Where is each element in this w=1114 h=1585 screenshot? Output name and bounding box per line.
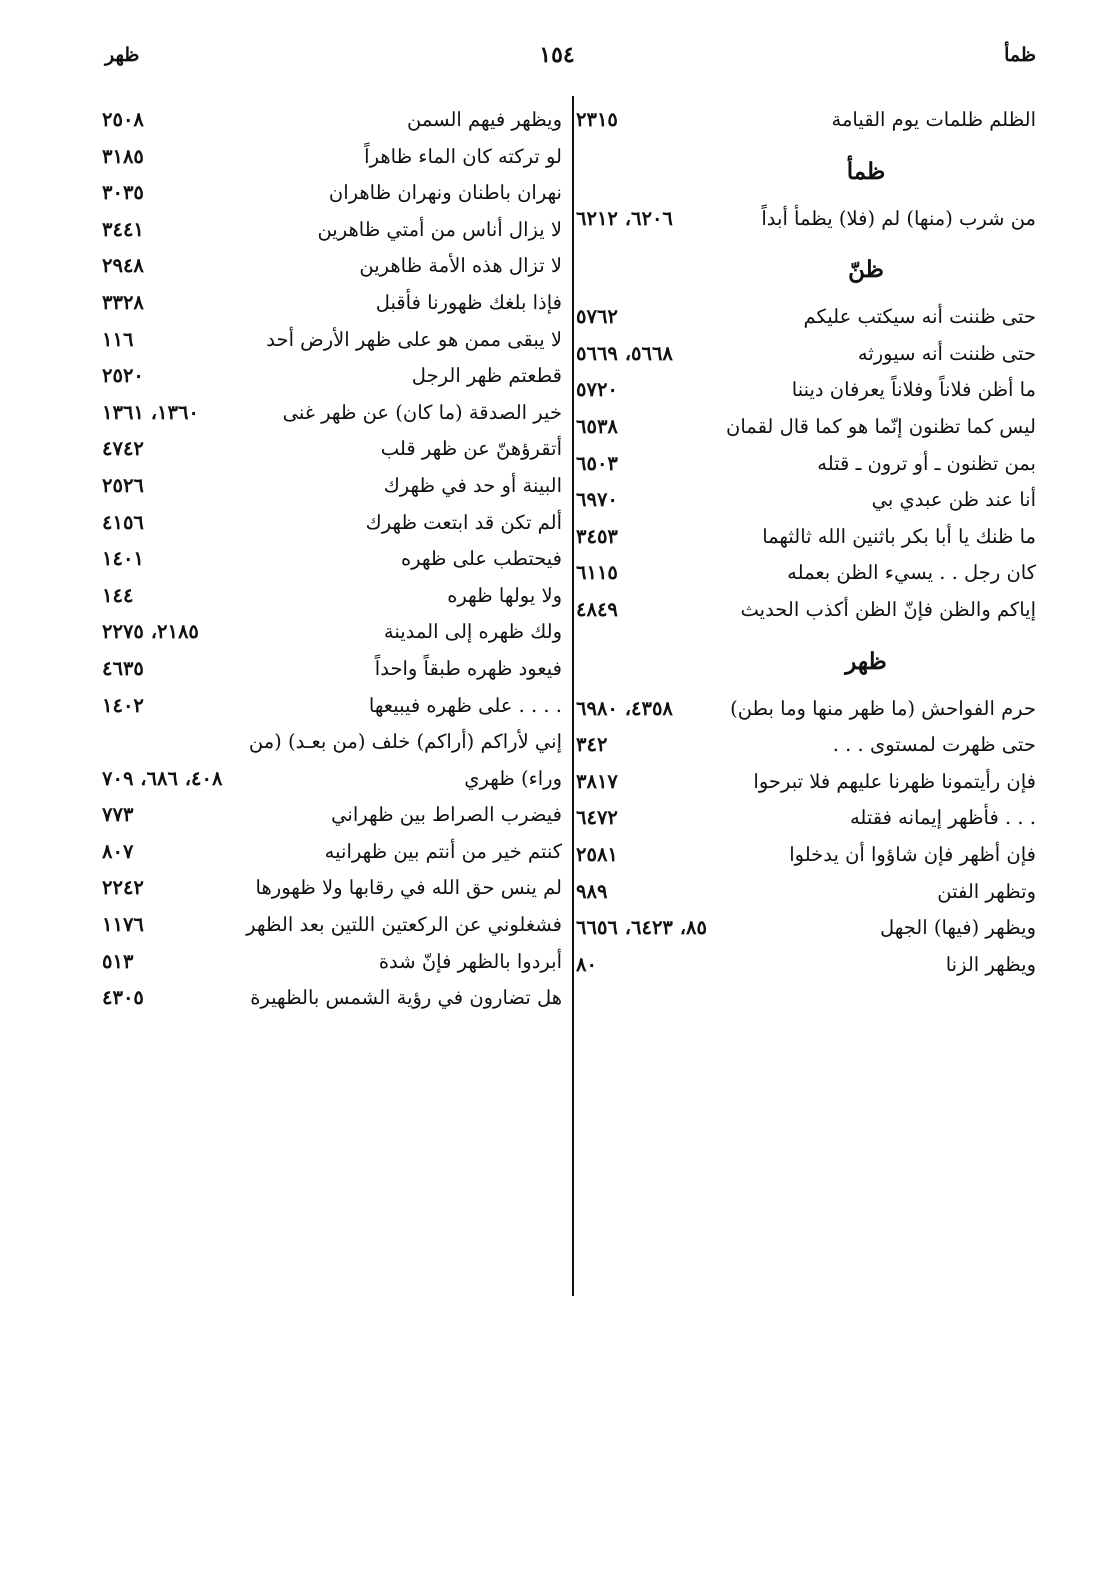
entry-reference-numbers: ٦٩٧٠: [576, 488, 618, 512]
index-entry: [102, 468, 562, 505]
index-entry: [576, 336, 1036, 373]
entry-reference-numbers: ٤٣٠٥: [102, 986, 144, 1010]
entry-text: حرم الفواحش (ما ظهر منها وما بطن): [730, 696, 1036, 720]
entry-reference-numbers: ٢٥٢٠: [102, 364, 144, 388]
index-entry: [102, 907, 562, 944]
entry-reference-numbers: ٣٤٥٣: [576, 524, 618, 548]
entry-reference-numbers: ١١٦: [102, 327, 134, 351]
left-column: [102, 102, 562, 1017]
entry-text: لا يبقى ممن هو على ظهر الأرض أحد: [266, 327, 562, 351]
index-entry: [102, 248, 562, 285]
entry-reference-numbers: ٣٣٢٨: [102, 290, 144, 314]
index-entry: [102, 139, 562, 176]
entry-reference-numbers: ١٤٠١: [102, 547, 144, 571]
entry-reference-numbers: ٢٩٤٨: [102, 254, 144, 278]
entry-text: ما أظن فلاناً وفلاناً يعرفان ديننا: [791, 378, 1036, 402]
entry-text: خير الصدقة (ما كان) عن ظهر غنى: [282, 400, 562, 424]
entry-text: . . . . على ظهره فيبيعها: [368, 693, 562, 717]
entry-reference-numbers: ٣٠٣٥: [102, 181, 144, 205]
entry-reference-numbers: ٣٤٢: [576, 733, 608, 757]
entry-text: لا تزال هذه الأمة ظاهرين: [359, 254, 562, 278]
entry-text: كان رجل . . يسيء الظن بعمله: [787, 561, 1036, 585]
index-entry: [102, 175, 562, 212]
entry-text: لو تركته كان الماء ظاهراً: [364, 144, 562, 168]
entry-reference-numbers: ٣٨١٧: [576, 769, 618, 793]
entry-reference-numbers: ١٣٦٠، ١٣٦١: [102, 400, 199, 424]
index-entry: [576, 482, 1036, 519]
entry-reference-numbers: ١٤٤: [102, 583, 134, 607]
entry-text: أتقرؤهنّ عن ظهر قلب: [380, 437, 562, 461]
index-entry: [102, 505, 562, 542]
entry-reference-numbers: ٥٦٦٨، ٥٦٦٩: [576, 341, 673, 365]
entry-text: نهران باطنان ونهران ظاهران: [328, 181, 562, 205]
index-entry: [102, 358, 562, 395]
right-column: [576, 102, 1036, 983]
entry-text: لم ينس حق الله في رقابها ولا ظهورها: [255, 876, 562, 900]
entry-text: حتى ظننت أنه سيورثه: [857, 341, 1036, 365]
entry-reference-numbers: ٤٧٤٢: [102, 437, 144, 461]
entry-reference-numbers: ٨٠: [576, 952, 597, 976]
entry-text: أنا عند ظن عبدي بي: [871, 488, 1036, 512]
entry-reference-numbers: ٣١٨٥: [102, 144, 144, 168]
entry-reference-numbers: ٩٨٩: [576, 879, 608, 903]
entry-text: فيضرب الصراط بين ظهراني: [331, 803, 562, 827]
index-entry: [576, 299, 1036, 336]
index-entry: [102, 395, 562, 432]
index-entry: [102, 431, 562, 468]
index-entry: [576, 727, 1036, 764]
index-entry: [102, 761, 562, 798]
entry-text: الظلم ظلمات يوم القيامة: [831, 108, 1036, 131]
entry-reference-numbers: ٢٣١٥: [576, 108, 618, 131]
entry-text: فإن رأيتمونا ظهرنا عليهم فلا تبرحوا: [753, 769, 1036, 793]
entry-reference-numbers: ٢١٨٥، ٢٢٧٥: [102, 620, 199, 644]
index-entry: [576, 201, 1036, 238]
entry-text: أبردوا بالظهر فإنّ شدة: [378, 949, 562, 973]
index-entry: [576, 446, 1036, 483]
entry-reference-numbers: ١١٧٦: [102, 913, 144, 937]
entry-reference-numbers: ٦٥٠٣: [576, 451, 618, 475]
index-entry: [102, 797, 562, 834]
entry-text: فشغلوني عن الركعتين اللتين بعد الظهر: [246, 913, 562, 937]
index-entry: [576, 519, 1036, 556]
entry-text: فإذا بلغك ظهورنا فأقبل: [375, 290, 562, 314]
index-entry: [102, 541, 562, 578]
entry-reference-numbers: ٤٣٥٨، ٦٩٨٠: [576, 696, 673, 720]
index-entry: [102, 102, 562, 139]
page-number: ١٥٤: [539, 42, 575, 68]
entry-text-continued: إني لأراكم (أراكم) خلف (من بعـد) (من: [248, 730, 562, 754]
index-entry: [576, 372, 1036, 409]
running-head-right: ظمأ: [1004, 44, 1036, 66]
entry-reference-numbers: ١٤٠٢: [102, 693, 144, 717]
index-entry: [102, 322, 562, 359]
entry-reference-numbers: ٢٢٤٢: [102, 876, 144, 900]
index-entry: [576, 102, 1036, 139]
entry-text: ألم تكن قد ابتعت ظهرك: [365, 510, 562, 534]
index-entry: [102, 834, 562, 871]
entry-reference-numbers: ٢٥٠٨: [102, 108, 144, 131]
section-heading: ظهر: [845, 647, 887, 675]
entry-text: هل تضارون في رؤية الشمس بالظهيرة: [250, 986, 562, 1010]
index-entry: [102, 688, 562, 725]
entry-text: ويظهر الزنا: [945, 952, 1036, 976]
index-entry: [576, 874, 1036, 911]
entry-reference-numbers: ٥٧٢٠: [576, 378, 618, 402]
entry-text: فيعود ظهره طبقاً واحداً: [374, 656, 562, 680]
entry-text: ما ظنك يا أبا بكر باثنين الله ثالثهما: [762, 524, 1036, 548]
entry-text: من شرب (منها) لم (فلا) يظمأ أبداً: [761, 206, 1036, 230]
index-entry: [102, 980, 562, 1017]
index-entry: [102, 870, 562, 907]
index-entry: [102, 651, 562, 688]
entry-reference-numbers: ٦١١٥: [576, 561, 618, 585]
running-head-left: ظهر: [105, 44, 140, 66]
section-heading: ظمأ: [846, 157, 886, 185]
column-divider: [572, 96, 574, 1296]
entry-text: ليس كما تظنون إنّما هو كما قال لقمان: [726, 414, 1036, 438]
section-heading: ظنّ: [848, 256, 884, 284]
entry-text: حتى ظننت أنه سيكتب عليكم: [803, 305, 1036, 329]
entry-text: قطعتم ظهر الرجل: [411, 364, 562, 388]
index-entry: [576, 910, 1036, 947]
entry-text: بمن تظنون ـ أو ترون ـ قتله: [817, 451, 1036, 475]
index-entry: [576, 837, 1036, 874]
entry-reference-numbers: ٥٧٦٢: [576, 305, 618, 329]
index-entry: [576, 592, 1036, 629]
entry-text: . . . فأظهر إيمانه فقتله: [849, 806, 1036, 830]
entry-text: ويظهر فيهم السمن: [406, 108, 562, 131]
entry-text: البينة أو حد في ظهرك: [383, 473, 562, 497]
index-entry: [576, 800, 1036, 837]
entry-reference-numbers: ٣٤٤١: [102, 217, 144, 241]
index-entry: [102, 614, 562, 651]
entry-text: ويظهر (فيها) الجهل: [879, 916, 1036, 940]
entry-text: وراء) ظهري: [464, 766, 562, 790]
entry-reference-numbers: ٦٢٠٦، ٦٢١٢: [576, 206, 673, 230]
index-entry: [576, 691, 1036, 728]
entry-reference-numbers: ٧٧٣: [102, 803, 134, 827]
entry-reference-numbers: ٢٥٢٦: [102, 473, 144, 497]
entry-text: فيحتطب على ظهره: [400, 547, 562, 571]
index-entry: [576, 555, 1036, 592]
entry-text: حتى ظهرت لمستوى . . .: [832, 733, 1036, 757]
entry-reference-numbers: ٤٠٨، ٦٨٦، ٧٠٩: [102, 766, 223, 790]
entry-text: إياكم والظن فإنّ الظن أكذب الحديث: [740, 597, 1036, 621]
entry-reference-numbers: ٤٦٣٥: [102, 656, 144, 680]
index-entry: [576, 764, 1036, 801]
index-entry: [102, 944, 562, 981]
entry-text: لا يزال أناس من أمتي ظاهرين: [317, 217, 562, 241]
entry-text: كنتم خير من أنتم بين ظهرانيه: [324, 839, 562, 863]
entry-text: فإن أظهر فإن شاؤوا أن يدخلوا: [789, 842, 1036, 866]
index-entry: [576, 947, 1036, 984]
entry-text: ولا يولها ظهره: [447, 583, 562, 607]
entry-reference-numbers: ٨٥، ٦٤٢٣، ٦٦٥٦: [576, 916, 707, 940]
entry-reference-numbers: ٥١٣: [102, 949, 134, 973]
entry-reference-numbers: ٨٠٧: [102, 839, 134, 863]
index-entry: [576, 409, 1036, 446]
entry-text: وتظهر الفتن: [937, 879, 1036, 903]
entry-reference-numbers: ٦٤٧٢: [576, 806, 618, 830]
index-entry: [102, 578, 562, 615]
entry-reference-numbers: ٢٥٨١: [576, 842, 618, 866]
entry-reference-numbers: ٦٥٣٨: [576, 414, 618, 438]
entry-reference-numbers: ٤١٥٦: [102, 510, 144, 534]
entry-reference-numbers: ٤٨٤٩: [576, 597, 618, 621]
index-entry: [102, 285, 562, 322]
entry-text: ولك ظهره إلى المدينة: [383, 620, 562, 644]
index-entry: [102, 212, 562, 249]
